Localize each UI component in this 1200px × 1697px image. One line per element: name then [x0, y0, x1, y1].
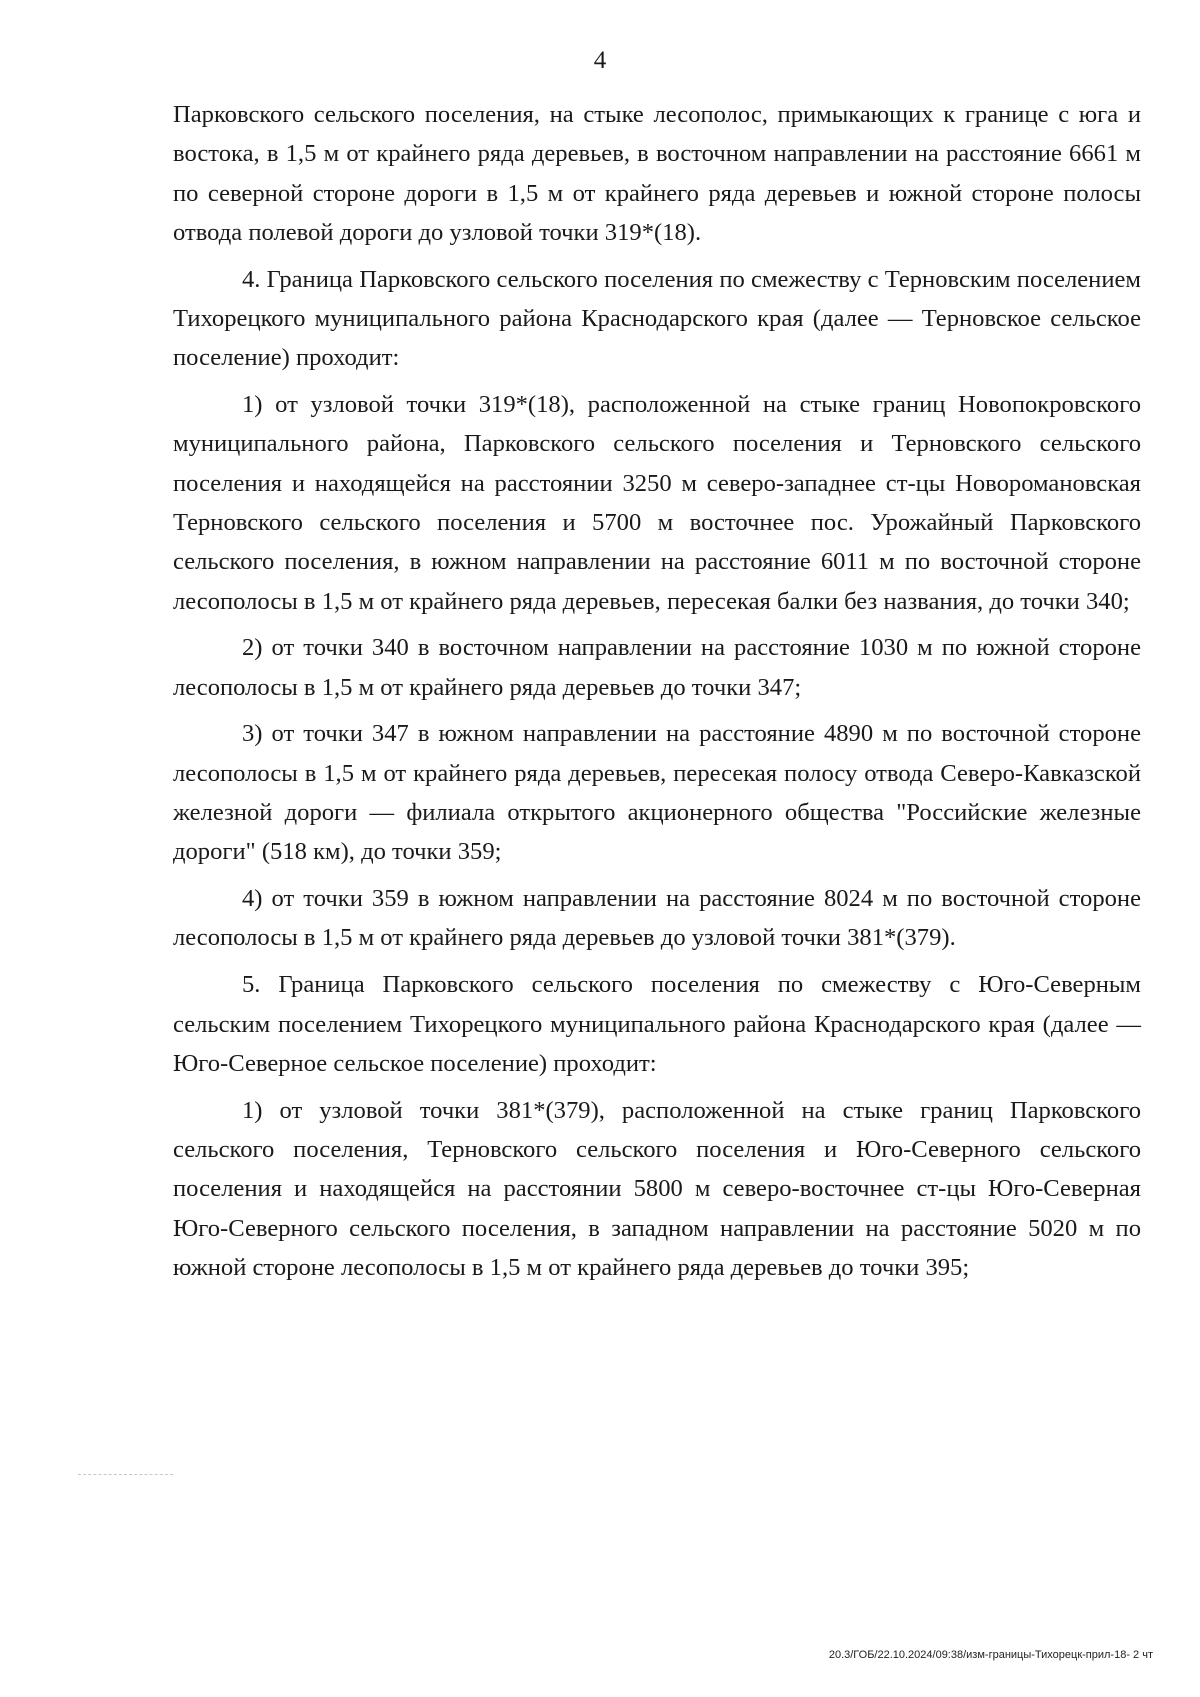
- paragraph-section-4-item-3: 3) от точки 347 в южном направлении на расстояние 4890 м по восточной стороне лесополосы в 1,5 м от крайнего ряда деревьев, пересекая полосу отвода Северо-Кавказской железной дороги — филиала открытого акционерного общества "Российские железные дороги" (518 км), до точки 359;: [173, 720, 1141, 866]
- paragraph-section-5-item-1: 1) от узловой точки 381*(379), расположенной на стыке границ Парковского сельского поселения, Терновского сельского поселения и Юго-Северного сельского поселения и находящейся на расстоянии 5800 м северо-восточнее ст-цы Юго-Северная Юго-Северного сельского поселения, в западном направлении на расстояние 5020 м по южной стороне лесополосы в 1,5 м от крайнего ряда деревьев до точки 395;: [173, 1096, 1141, 1281]
- page-number: 4: [593, 47, 607, 74]
- document-footer-code: 20.3/ГОБ/22.10.2024/09:38/изм-границы-Тихорецк-прил-18- 2 чт: [828, 1649, 1153, 1661]
- paragraph-section-4-item-4: 4) от точки 359 в южном направлении на расстояние 8024 м по восточной стороне лесополосы в 1,5 м от крайнего ряда деревьев до узловой точки 381*(379).: [173, 885, 1141, 952]
- document-body: [173, 95, 1141, 1295]
- paragraph-section-4-item-2: 2) от точки 340 в восточном направлении на расстояние 1030 м по южной стороне лесополосы в 1,5 м от крайнего ряда деревьев до точки 347;: [173, 634, 1141, 701]
- paragraph-section-4-item-1: 1) от узловой точки 319*(18), расположенной на стыке границ Новопокровского муниципального района, Парковского сельского поселения и Терновского сельского поселения и находящейся на расстоянии 3250 м северо-западнее ст-цы Новоромановская Терновского сельского поселения и 5700 м восточнее пос. Урожайный Парковского сельского поселения, в южном направлении на расстояние 6011 м по восточной стороне лесополосы в 1,5 м от крайнего ряда деревьев, пересекая балки без названия, до точки 340;: [173, 391, 1141, 615]
- scan-margin-mark: [78, 1474, 173, 1475]
- paragraph-section-5: 5. Граница Парковского сельского поселения по смежеству с Юго-Северным сельским поселением Тихорецкого муниципального района Краснодарского края (далее — Юго-Северное сельское поселение) проходит:: [173, 971, 1141, 1077]
- paragraph-continuation: Парковского сельского поселения, на стыке лесополос, примыкающих к границе с юга и востока, в 1,5 м от крайнего ряда деревьев, в восточном направлении на расстояние 6661 м по северной стороне дороги в 1,5 м от крайнего ряда деревьев и южной стороне полосы отвода полевой дороги до узловой точки 319*(18).: [173, 101, 1141, 246]
- paragraph-section-4: 4. Граница Парковского сельского поселения по смежеству с Терновским поселением Тихорецкого муниципального района Краснодарского края (далее — Терновское сельское поселение) проходит:: [173, 265, 1141, 372]
